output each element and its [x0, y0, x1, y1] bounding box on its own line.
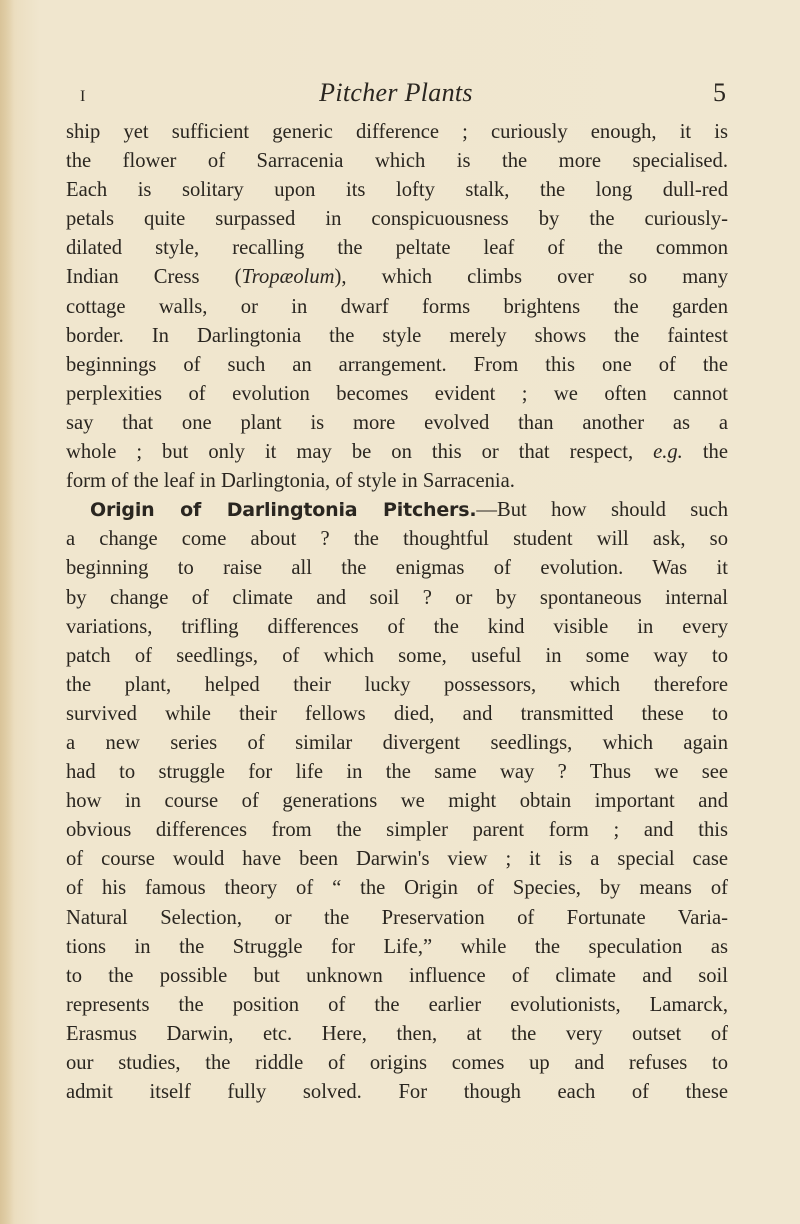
- text-segment: represents the position of the earlier evolutionists, Lamarck,: [66, 993, 728, 1016]
- text-line: [66, 118, 728, 147]
- text-segment: border. In Darlingtonia the style merely shows the faintest: [66, 324, 728, 347]
- text-segment: beginning to raise all the enigmas of evolution. Was it: [66, 557, 728, 580]
- text-segment: of course would have been Darwin's view ; it is a special case: [66, 848, 728, 871]
- page-number: 5: [713, 78, 726, 107]
- text-segment: tions in the Struggle for Life,” while the speculation as: [66, 935, 728, 958]
- text-segment: a change come about ? the thoughtful student will ask, so: [66, 528, 728, 551]
- running-title: Pitcher Plants: [319, 78, 473, 107]
- text-line: [66, 176, 728, 205]
- text-segment: petals quite surpassed in conspicuousness by the curiously-: [66, 208, 728, 231]
- text-segment: how in course of generations we might obtain important and: [66, 790, 728, 813]
- text-line: [66, 1049, 728, 1078]
- italic-text: Tropæolum: [241, 266, 335, 289]
- italic-text: e.g.: [653, 441, 683, 464]
- text-line: [66, 234, 728, 263]
- text-line: [66, 263, 728, 292]
- text-line: [66, 409, 728, 438]
- text-segment: say that one plant is more evolved than another as a: [66, 411, 728, 434]
- text-segment: a new series of similar divergent seedlings, which again: [66, 731, 728, 754]
- text-segment: ship yet sufficient generic difference ; curiously enough, it is: [66, 121, 728, 143]
- text-line: [66, 700, 728, 729]
- text-segment: patch of seedlings, of which some, useful in some way to: [66, 644, 728, 667]
- text-line: [66, 438, 728, 467]
- text-line: [66, 874, 728, 903]
- text-segment: survived while their fellows died, and transmitted these to: [66, 702, 728, 725]
- text-line: [66, 642, 728, 671]
- text-line: [66, 1078, 728, 1107]
- text-segment: —But how should such: [476, 499, 728, 522]
- text-line: [66, 205, 728, 234]
- text-line: [66, 729, 728, 758]
- text-line: [66, 322, 728, 351]
- text-segment: beginnings of such an arrangement. From this one of the: [66, 353, 728, 376]
- text-segment: Indian Cress (: [66, 266, 242, 289]
- text-segment: cottage walls, or in dwarf forms brightens the garden: [66, 295, 728, 318]
- text-line: [66, 758, 728, 787]
- text-line: [66, 584, 728, 613]
- text-segment: variations, trifling differences of the kind visible in every: [66, 615, 728, 638]
- text-line: [66, 991, 728, 1020]
- text-line: [66, 933, 728, 962]
- text-line: [66, 816, 728, 845]
- text-line: [66, 554, 728, 583]
- text-line: [66, 293, 728, 322]
- text-line: [66, 351, 728, 380]
- text-segment: whole ; but only it may be on this or that respect,: [66, 441, 654, 464]
- text-line: [66, 467, 728, 496]
- text-segment: form of the leaf in Darlingtonia, of style in Sarracenia.: [66, 470, 515, 493]
- text-segment: by change of climate and soil ? or by spontaneous internal: [66, 586, 728, 609]
- text-segment: of his famous theory of “ the Origin of Species, by means of: [66, 877, 728, 900]
- text-line: [66, 147, 728, 176]
- text-segment: Erasmus Darwin, etc. Here, then, at the very outset of: [66, 1022, 728, 1045]
- text-segment: our studies, the riddle of origins comes up and refuses to: [66, 1052, 728, 1074]
- text-segment: the plant, helped their lucky possessors, which therefore: [66, 673, 728, 696]
- text-line: [66, 613, 728, 642]
- text-line: [66, 496, 728, 525]
- text-segment: had to struggle for life in the same way ? Thus we see: [66, 761, 728, 784]
- text-segment: ), which climbs over so many: [334, 266, 728, 289]
- text-segment: perplexities of evolution becomes evident ; we often cannot: [66, 382, 728, 405]
- text-segment: admit itself fully solved. For though each of these: [66, 1081, 728, 1104]
- section-heading: Origin of Darlingtonia Pitchers.: [90, 499, 477, 522]
- running-head: [66, 78, 726, 112]
- text-line: [66, 525, 728, 554]
- text-segment: Each is solitary upon its lofty stalk, the long dull-red: [66, 179, 728, 202]
- text-line: [66, 845, 728, 874]
- text-segment: the: [682, 441, 728, 464]
- body-text: [66, 118, 728, 1107]
- text-line: [66, 904, 728, 933]
- text-line: [66, 1020, 728, 1049]
- text-segment: obvious differences from the simpler parent form ; and this: [66, 819, 728, 842]
- chapter-number: I: [80, 88, 86, 105]
- text-segment: dilated style, recalling the peltate leaf of the common: [66, 237, 728, 260]
- text-line: [66, 787, 728, 816]
- text-segment: to the possible but unknown influence of climate and soil: [66, 964, 728, 987]
- text-line: [66, 380, 728, 409]
- text-line: [66, 671, 728, 700]
- text-segment: Natural Selection, or the Preservation of Fortunate Varia-: [66, 906, 728, 929]
- text-line: [66, 962, 728, 991]
- text-segment: the flower of Sarracenia which is the more specialised.: [66, 150, 728, 173]
